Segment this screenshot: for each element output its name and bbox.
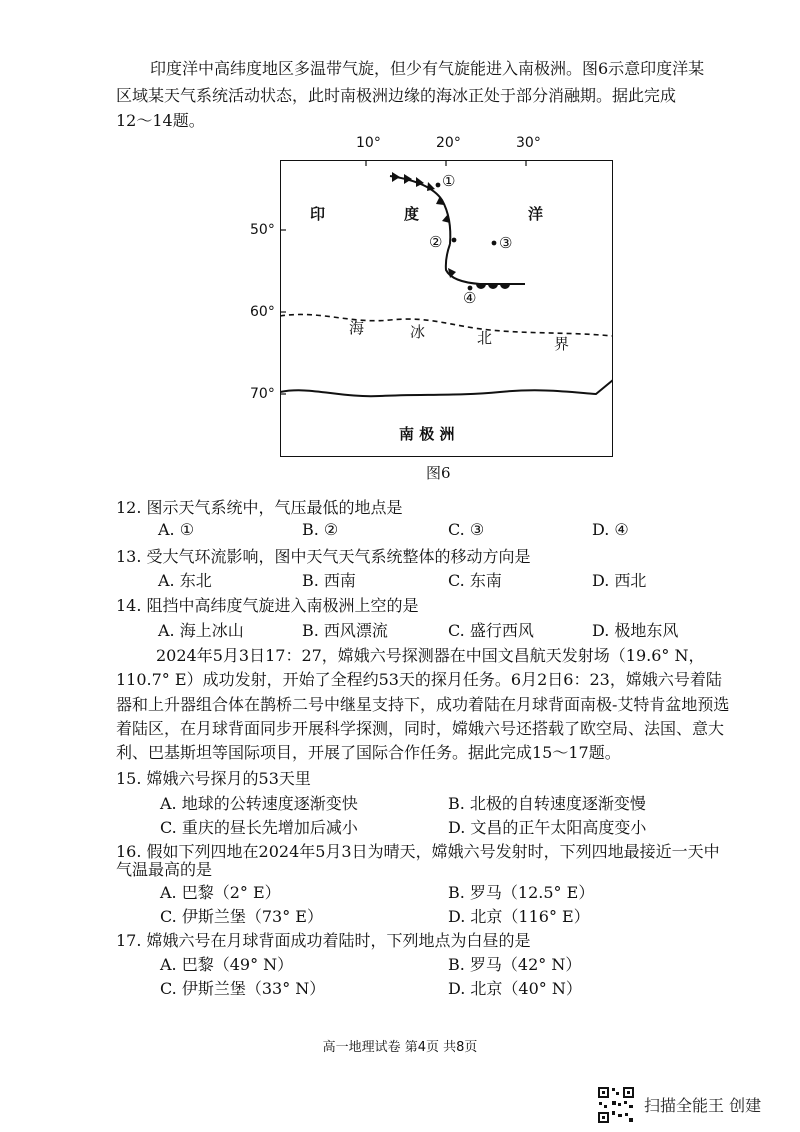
qr-code-icon — [596, 1085, 636, 1125]
watermark-text: 扫描全能王 创建 — [644, 1096, 762, 1115]
intro2-line2: 110.7° E）成功发射，开始了全程约53天的探月任务。6月2日6：23，嫦娥六号着陆 — [116, 670, 722, 689]
figure-caption: 图6 — [426, 464, 451, 482]
q17-option-d: D. 北京（40° N） — [448, 979, 582, 998]
ice-char-3: 北 — [477, 329, 493, 347]
lon-tick-10: 10° — [356, 135, 381, 151]
q16-option-c: C. 伊斯兰堡（73° E） — [160, 907, 323, 926]
ocean-char-3: 洋 — [528, 205, 544, 223]
q12-option-b: B. ② — [302, 520, 339, 539]
intro1-line2: 区域某天气系统活动状态，此时南极洲边缘的海冰正处于部分消融期。据此完成 — [116, 86, 677, 105]
intro1-line1: 印度洋中高纬度地区多温带气旋，但少有气旋能进入南极洲。图6示意印度洋某 — [150, 59, 705, 78]
q15-option-b: B. 北极的自转速度逐渐变慢 — [448, 794, 646, 813]
point-3-label: ③ — [499, 234, 513, 252]
figure-6-map — [280, 160, 613, 457]
q15-option-a: A. 地球的公转速度逐渐变快 — [160, 794, 358, 813]
q13-option-a: A. 东北 — [158, 571, 212, 590]
map-drawing — [280, 160, 613, 457]
q13-option-b: B. 西南 — [302, 571, 356, 590]
cold-front-tri — [392, 172, 400, 182]
q17-stem: 17. 嫦娥六号在月球背面成功着陆时，下列地点为白昼的是 — [116, 931, 531, 950]
q13-option-c: C. 东南 — [448, 571, 502, 590]
q13-option-d: D. 西北 — [592, 571, 647, 590]
intro2-line1: 2024年5月3日17：27，嫦娥六号探测器在中国文昌航天发射场（19.6° N， — [156, 646, 705, 665]
scanner-watermark — [596, 1085, 796, 1125]
ocean-char-1: 印 — [310, 205, 326, 223]
q16-option-d: D. 北京（116° E） — [448, 907, 590, 926]
q13-stem: 13. 受大气环流影响，图中天气天气系统整体的移动方向是 — [116, 547, 531, 566]
q12-option-a: A. ① — [158, 520, 195, 539]
q16-option-a: A. 巴黎（2° E） — [160, 883, 281, 902]
q15-option-d: D. 文昌的正午太阳高度变小 — [448, 818, 647, 837]
lon-tick-30: 30° — [516, 135, 541, 151]
q14-option-b: B. 西风漂流 — [302, 621, 388, 640]
q14-option-a: A. 海上冰山 — [158, 621, 244, 640]
point-1-label: ① — [442, 172, 456, 190]
intro2-line5: 利、巴基斯坦等国际项目，开展了国际合作任务。据此完成15～17题。 — [116, 743, 621, 762]
lat-tick-60: 60° — [250, 304, 275, 320]
page-footer: 高一地理试卷 第4页 共8页 — [322, 1040, 478, 1055]
q16-option-b: B. 罗马（12.5° E） — [448, 883, 595, 902]
point-4-label: ④ — [463, 289, 477, 307]
lon-tick-20: 20° — [436, 135, 461, 151]
q14-option-c: C. 盛行西风 — [448, 621, 534, 640]
antarctica-label: 南 极 洲 — [399, 425, 455, 443]
intro2-line4: 着陆区，在月球背面同步开展科学探测，同时，嫦娥六号还搭载了欧空局、法国、意大 — [116, 719, 725, 738]
ice-char-4: 界 — [554, 335, 570, 353]
q15-option-c: C. 重庆的昼长先增加后减小 — [160, 818, 358, 837]
ice-char-1: 海 — [349, 319, 365, 337]
ice-char-2: 冰 — [410, 323, 426, 341]
q17-option-a: A. 巴黎（49° N） — [160, 955, 294, 974]
q14-option-d: D. 极地东风 — [592, 621, 679, 640]
lat-tick-70: 70° — [250, 386, 275, 402]
ocean-char-2: 度 — [404, 205, 420, 223]
q17-option-c: C. 伊斯兰堡（33° N） — [160, 979, 326, 998]
q12-option-d: D. ④ — [592, 520, 629, 539]
q16-stem-line2: 气温最高的是 — [116, 860, 213, 879]
intro1-line3: 12～14题。 — [116, 111, 205, 130]
q12-stem: 12. 图示天气系统中，气压最低的地点是 — [116, 498, 403, 517]
point-2-label: ② — [429, 233, 443, 251]
intro2-line3: 器和上升器组合体在鹊桥二号中继星支持下，成功着陆在月球背面南极-艾特肯盆地预选 — [116, 695, 730, 714]
q17-option-b: B. 罗马（42° N） — [448, 955, 582, 974]
q15-stem: 15. 嫦娥六号探月的53天里 — [116, 769, 311, 788]
q14-stem: 14. 阻挡中高纬度气旋进入南极洲上空的是 — [116, 596, 419, 615]
lat-tick-50: 50° — [250, 222, 275, 238]
q12-option-c: C. ③ — [448, 520, 485, 539]
q16-stem-line1: 16. 假如下列四地在2024年5月3日为晴天，嫦娥六号发射时，下列四地最接近一天中 — [116, 842, 720, 861]
